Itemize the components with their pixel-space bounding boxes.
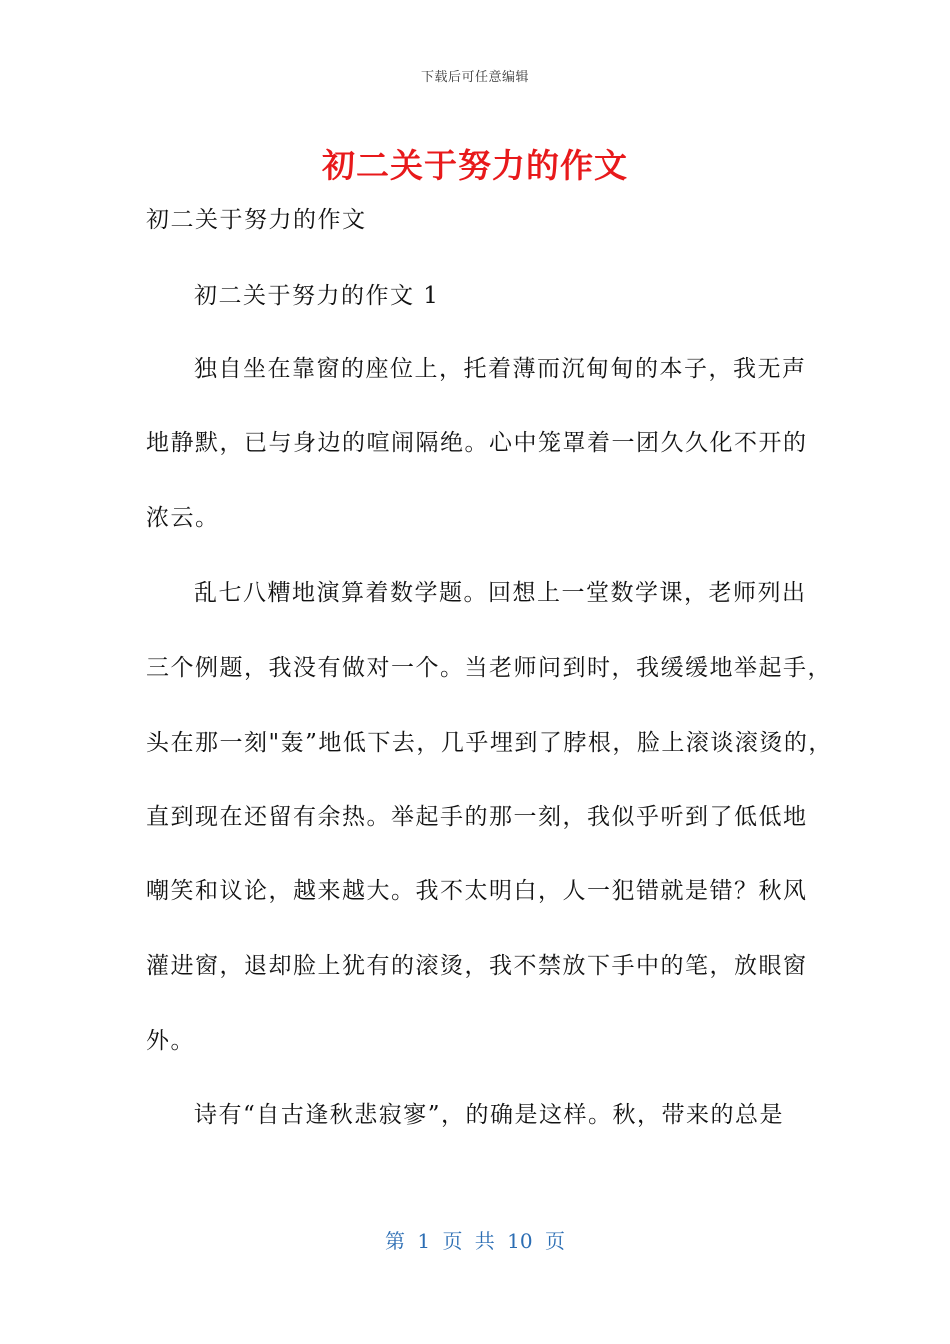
body-line: 灌进窗，退却脸上犹有的滚烫，我不禁放下手中的笔，放眼窗 <box>146 953 808 979</box>
body-line: 诗有“自古逢秋悲寂寥”，的确是这样。秋，带来的总是 <box>194 1102 785 1128</box>
document-title: 初二关于努力的作文 <box>322 146 628 185</box>
body-line: 直到现在还留有余热。举起手的那一刻，我似乎听到了低低地 <box>146 804 808 830</box>
body-line: 浓云。 <box>146 505 220 531</box>
body-line: 三个例题，我没有做对一个。当老师问到时，我缓缓地举起手， <box>146 655 832 681</box>
body-line: 头在那一刻"轰”地低下去，几乎埋到了脖根，脸上滚谈滚烫的， <box>146 730 833 756</box>
body-line: 独自坐在靠窗的座位上，托着薄而沉甸甸的本子，我无声 <box>194 356 807 382</box>
body-line: 地静默，已与身边的喧闹隔绝。心中笼罩着一团久久化不开的 <box>146 430 808 456</box>
header-note: 下载后可任意编辑 <box>420 70 529 85</box>
body-line: 乱七八糟地演算着数学题。回想上一堂数学课，老师列出 <box>194 580 807 606</box>
body-line: 嘲笑和议论，越来越大。我不太明白，人一犯错就是错？秋风 <box>146 878 808 904</box>
section-heading: 初二关于努力的作文 1 <box>194 283 440 309</box>
body-line: 初二关于努力的作文 <box>146 207 367 233</box>
page-number-footer: 第 1 页 共 10 页 <box>385 1229 565 1253</box>
body-line: 外。 <box>146 1028 195 1054</box>
